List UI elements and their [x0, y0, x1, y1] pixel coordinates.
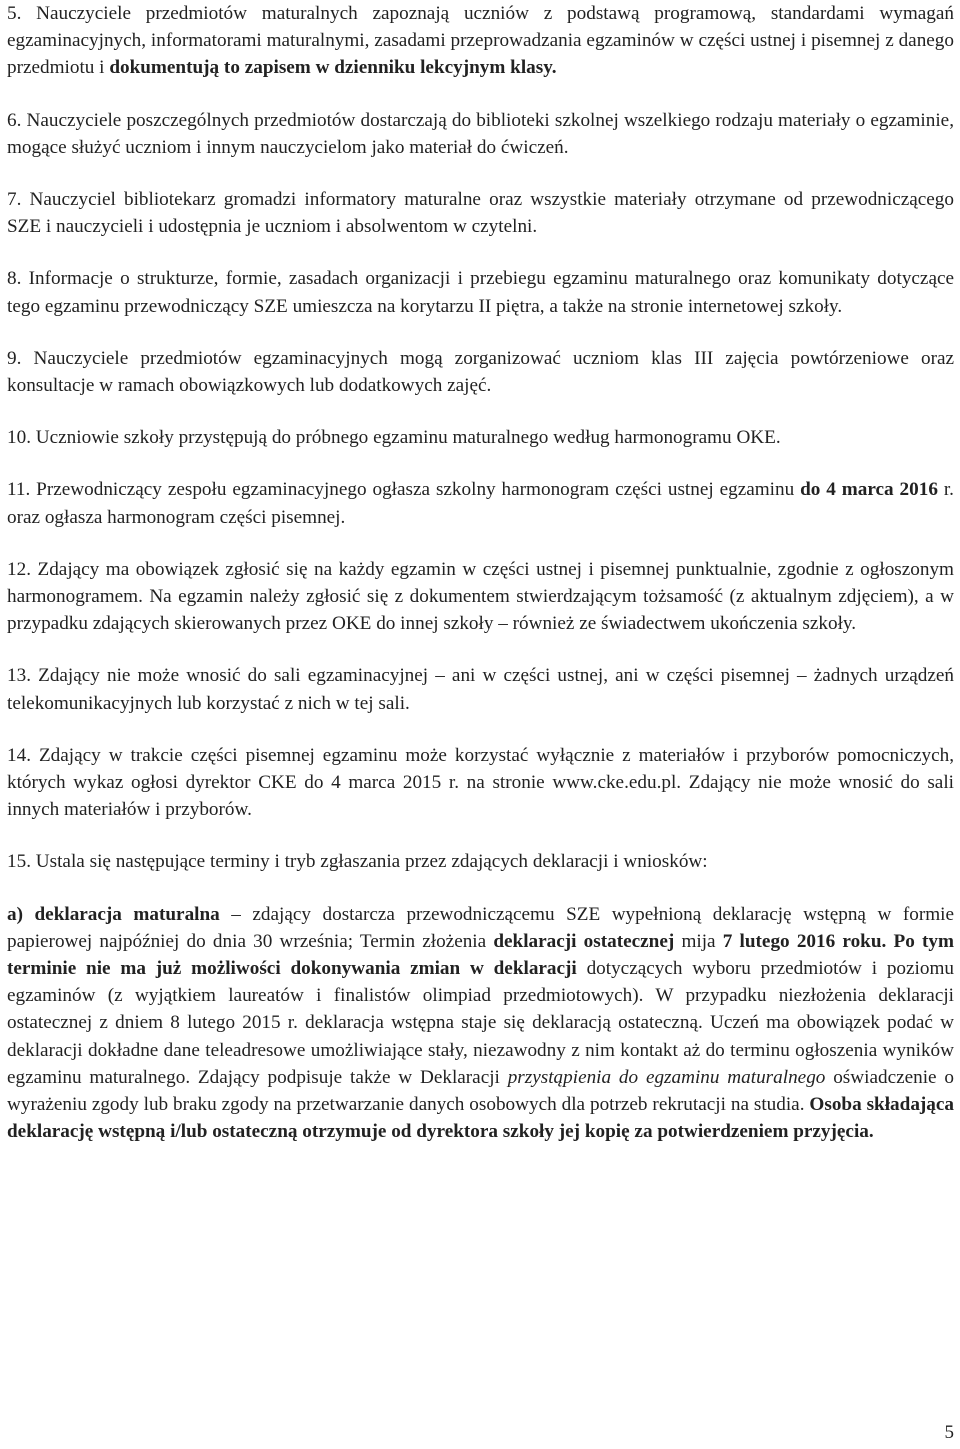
paragraph: [7, 556, 954, 638]
paragraph: [7, 476, 954, 530]
text-run: 6. Nauczyciele poszczególnych przedmiotów dostarczają do biblioteki szkolnej wszelkiego rodzaju materiały o egzaminie, mogące służyć uczniom i innym nauczycielom jako materiał do ćwiczeń.: [7, 109, 954, 158]
text-run: 14. Zdający w trakcie części pisemnej egzaminu może korzystać wyłącznie z materiałów i przyborów pomocniczych, których wykaz ogłosi dyrektor CKE do 4 marca 2015 r. na stronie www.cke.edu.pl. Zdający nie może wnosić do sali innych materiałów i przyborów.: [7, 744, 954, 821]
paragraph: [7, 424, 954, 451]
bold-text: do 4 marca 2016: [800, 479, 938, 501]
paragraph: [7, 848, 954, 875]
text-run: 13. Zdający nie może wnosić do sali egzaminacyjnej – ani w części ustnej, ani w części pisemnej – żadnych urządzeń telekomunikacyjnych lub korzystać z nich w tej sali.: [7, 665, 954, 714]
paragraph: [7, 186, 954, 240]
paragraph: [7, 742, 954, 824]
paragraph: [7, 107, 954, 161]
bold-text: dokumentują to zapisem w dzienniku lekcyjnym klasy.: [109, 57, 557, 79]
paragraph: [7, 901, 954, 1146]
text-run: – zdający dostarcza przewodniczącemu SZE wypełnioną deklarację wstępną w formie papierowej najpóźniej do dnia 30 września; Termin złożenia: [7, 903, 954, 952]
paragraph: [7, 662, 954, 716]
text-run: 9. Nauczyciele przedmiotów egzaminacyjnych mogą zorganizować uczniom klas III zajęcia powtórzeniowe oraz konsultacje w ramach obowiązkowych lub dodatkowych zajęć.: [7, 347, 954, 397]
text-run: 15. Ustala się następujące terminy i tryb zgłaszania przez zdających deklaracji i wniosków:: [7, 851, 708, 873]
bold-text: deklaracji ostatecznej: [493, 930, 675, 952]
paragraph: [7, 265, 954, 319]
text-run: 11. Przewodniczący zespołu egzaminacyjnego ogłasza szkolny harmonogram części ustnej egzaminu: [7, 479, 801, 501]
text-run: 7. Nauczyciel bibliotekarz gromadzi informatory maturalne oraz wszystkie materiały otrzymane od przewodniczącego SZE i nauczycieli i udostępnia je uczniom i absolwentom w czytelni.: [7, 189, 954, 238]
page-number: 5: [944, 1421, 954, 1443]
bold-text: 7 lutego 2016 roku. Po tym terminie nie ma już możliwości dokonywania zmian w deklaracji: [7, 930, 954, 980]
paragraph: [7, 345, 954, 399]
bold-text: a) deklaracja maturalna: [7, 903, 220, 925]
text-run: 8. Informacje o strukturze, formie, zasadach organizacji i przebiegu egzaminu maturalnego oraz komunikaty dotyczące tego egzaminu przewodniczący SZE umieszcza na korytarzu II piętra, a także na stronie internetowej szkoły.: [7, 268, 954, 317]
paragraph-list: [7, 0, 954, 1146]
italic-text: przystąpienia do egzaminu maturalnego: [507, 1066, 826, 1088]
text-run: 5. Nauczyciele przedmiotów maturalnych zapoznają uczniów z podstawą programową, standardami wymagań egzaminacyjnych, informatorami maturalnymi, zasadami przeprowadzania egzaminów w części ustnej i pisemnej z danego przedmiotu i: [7, 3, 954, 79]
text-run: 10. Uczniowie szkoły przystępują do próbnego egzaminu maturalnego według harmonogramu OKE.: [7, 427, 781, 449]
text-run: 12. Zdający ma obowiązek zgłosić się na każdy egzamin w części ustnej i pisemnej punktualnie, zgodnie z ogłoszonym harmonogramem. Na egzamin należy zgłosić się z dokumentem stwierdzającym tożsamość (z aktualnym zdjęciem), a w przypadku zdających skierowanych przez OKE do innej szkoły – również ze świadectwem ukończenia szkoły.: [7, 558, 954, 635]
text-run: oświadczenie o wyrażeniu zgody lub braku zgody na przetwarzanie danych osobowych dla potrzeb rekrutacji na studia.: [7, 1066, 954, 1116]
bold-text: Osoba składająca deklarację wstępną i/lub ostateczną otrzymuje od dyrektora szkoły jej kopię za potwierdzeniem przyjęcia.: [7, 1094, 955, 1143]
text-run: dotyczących wyboru przedmiotów i poziomu egzaminów (z wyjątkiem laureatów i finalistów olimpiad przedmiotowych). W przypadku niezłożenia deklaracji ostatecznej z dniem 8 lutego 2015 r. deklaracja wstępna staje się deklaracją ostateczną. Uczeń ma obowiązek podać w deklaracji dokładne dane teleadresowe umożliwiające stały, niezawodny z nim kontakt aż do terminu ogłoszenia wyników egzaminu maturalnego. Zdający podpisuje także w Deklaracji: [7, 958, 954, 1088]
text-run: r. oraz ogłasza harmonogram części pisemnej.: [7, 479, 954, 528]
paragraph: [7, 0, 954, 82]
text-run: mija: [674, 930, 723, 952]
